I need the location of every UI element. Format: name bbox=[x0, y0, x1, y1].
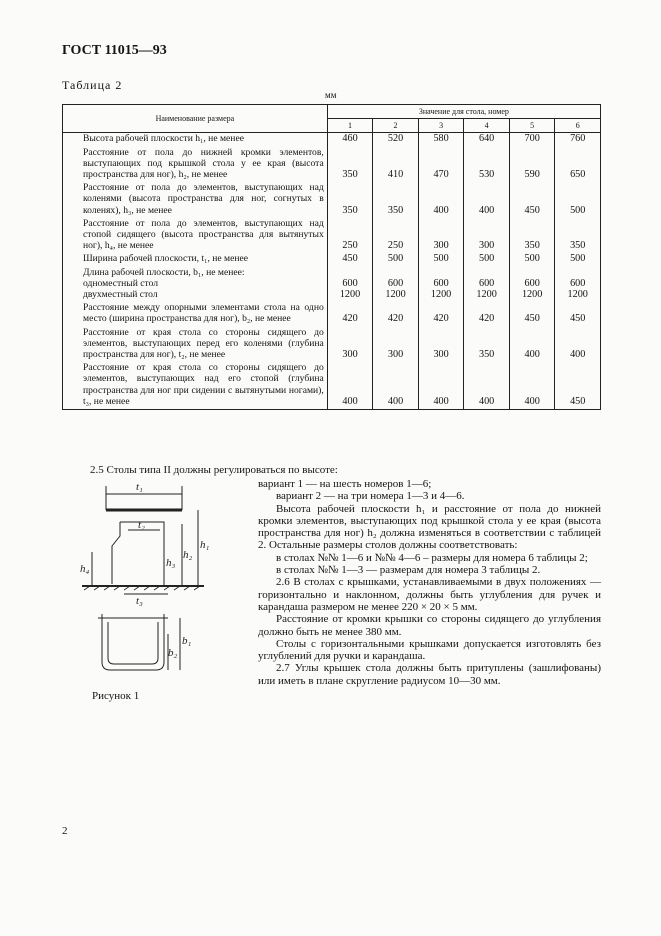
row-value bbox=[464, 133, 510, 147]
cell-value: 410 bbox=[387, 169, 404, 181]
row-value bbox=[418, 182, 464, 218]
cell-value: 530 bbox=[478, 169, 495, 181]
cell-value: 400 bbox=[478, 395, 495, 407]
cell-value: 250 bbox=[342, 240, 358, 252]
row-value bbox=[418, 362, 464, 409]
row-value bbox=[373, 133, 419, 147]
para-heights: Высота рабочей плоскости h₁ и расстояние от пола до нижней кромки элементов, выступающих под крышкой стола у ее края (высота пространства для ног) h₂ должна изменяться в соответствии с таблицей 2. Остальные размеры столов должны соответствовать: bbox=[258, 502, 601, 552]
row-value bbox=[418, 133, 464, 147]
row-value bbox=[327, 267, 373, 303]
row-name: Высота рабочей плоскости h₁, не менее bbox=[63, 133, 328, 147]
col-number-6: 6 bbox=[555, 119, 601, 133]
label-b1: b₁ bbox=[182, 635, 192, 647]
table-row bbox=[63, 327, 601, 363]
cell-value: 1200 bbox=[430, 289, 452, 301]
cell-value: 1200 bbox=[339, 289, 361, 301]
table-caption: Таблица 2 bbox=[62, 78, 123, 92]
figure-caption: Рисунок 1 bbox=[92, 690, 140, 702]
cell-value: 700 bbox=[524, 133, 540, 145]
col-number-2: 2 bbox=[373, 119, 419, 133]
row-value bbox=[555, 133, 601, 147]
cell-value: 640 bbox=[478, 133, 495, 145]
row-value bbox=[509, 133, 555, 147]
cell-value: 350 bbox=[387, 204, 404, 216]
cell-value: 400 bbox=[478, 204, 495, 216]
cell-value: 300 bbox=[433, 349, 449, 361]
figure-1-drawing bbox=[72, 474, 232, 674]
cell-value: 350 bbox=[570, 240, 586, 252]
para-2-7: 2.7 Углы крышек стола должны быть притуплены (зашлифованы) или иметь в плане скругление радиусом 10—30 мм. bbox=[258, 662, 601, 687]
row-value bbox=[555, 362, 601, 409]
row-value bbox=[418, 218, 464, 254]
row-value bbox=[509, 253, 555, 266]
row-value bbox=[509, 147, 555, 183]
cell-value: 450 bbox=[524, 313, 540, 325]
table-row bbox=[63, 302, 601, 326]
row-name: Расстояние между опорными элементами стола на одно место (ширина пространства для ног), b₂, не менее bbox=[63, 302, 328, 326]
cell-value: 760 bbox=[570, 133, 586, 145]
col-number-4: 4 bbox=[464, 119, 510, 133]
cell-value: 400 bbox=[433, 204, 449, 216]
col-number-5: 5 bbox=[509, 119, 555, 133]
row-name: Расстояние от края стола со стороны сидящего до элементов, выступающих перед его коленями (глубина пространства для ног), t₂, не менее bbox=[63, 327, 328, 363]
row-value bbox=[509, 302, 555, 326]
cell-value: 1200 bbox=[567, 289, 588, 301]
cell-value: 500 bbox=[387, 253, 404, 265]
cell-value: 400 bbox=[570, 349, 586, 361]
document-header: ГОСТ 11015—93 bbox=[62, 43, 167, 58]
row-value bbox=[373, 147, 419, 183]
row-value bbox=[555, 253, 601, 266]
page-number: 2 bbox=[62, 825, 68, 837]
row-name: Расстояние от пола до элементов, выступающих над коленями (высота пространства для ног, согнутых в коленях), h₃, не менее bbox=[63, 182, 328, 218]
row-value bbox=[418, 302, 464, 326]
cell-value: 300 bbox=[433, 240, 449, 252]
cell-value: 350 bbox=[342, 169, 358, 181]
cell-value: 590 bbox=[524, 169, 540, 181]
col-name-header: Наименование размера bbox=[63, 105, 328, 133]
row-value bbox=[464, 267, 510, 303]
row-value bbox=[418, 327, 464, 363]
cell-value: 1200 bbox=[521, 289, 543, 301]
cell-value: 420 bbox=[433, 313, 449, 325]
col-value-header: Значение для стола, номер bbox=[327, 105, 600, 119]
row-value bbox=[373, 182, 419, 218]
row-value bbox=[555, 182, 601, 218]
row-value bbox=[555, 147, 601, 183]
row-name: Длина рабочей плоскости, b₁, не менее: одноместный стол двухместный стол bbox=[63, 267, 328, 303]
row-value bbox=[509, 267, 555, 303]
row-value bbox=[555, 267, 601, 303]
row-name: Ширина рабочей плоскости, t₁, не менее bbox=[63, 253, 328, 266]
table-row bbox=[63, 182, 601, 218]
cell-value: 450 bbox=[570, 395, 586, 407]
cell-value: 400 bbox=[342, 395, 358, 407]
cell-value: 400 bbox=[524, 349, 540, 361]
cell-value: 420 bbox=[387, 313, 404, 325]
cell-value: 400 bbox=[433, 395, 449, 407]
row-value bbox=[464, 362, 510, 409]
cell-value: 470 bbox=[433, 169, 449, 181]
table-row bbox=[63, 253, 601, 266]
cell-value: 500 bbox=[570, 204, 586, 216]
cell-value: 650 bbox=[570, 169, 586, 181]
row-value bbox=[327, 218, 373, 254]
label-h1: h₁ bbox=[200, 539, 210, 551]
para-2-6: 2.6 В столах с крышками, устанавливаемыми в двух положениях — горизонтально и наклонном, должны быть углубления для ручек и карандаша размером не менее 220 × 20 × 5 мм. bbox=[258, 576, 601, 613]
row-value bbox=[327, 302, 373, 326]
cell-value: 500 bbox=[570, 253, 586, 265]
row-value bbox=[373, 302, 419, 326]
cell-value: 1200 bbox=[385, 289, 406, 301]
label-h2: h₂ bbox=[183, 549, 193, 561]
label-b2: b₂ bbox=[168, 647, 178, 659]
row-value bbox=[464, 302, 510, 326]
para-distance: Расстояние от кромки крышки со стороны сидящего до углубления должно быть не менее 380 мм. bbox=[258, 613, 601, 638]
cell-value: 500 bbox=[478, 253, 495, 265]
row-value bbox=[509, 182, 555, 218]
table-row bbox=[63, 362, 601, 409]
label-h4: h₄ bbox=[80, 563, 90, 575]
row-value bbox=[464, 147, 510, 183]
cell-value: 580 bbox=[433, 133, 449, 145]
row-name: Расстояние от пола до элементов, выступающих над стопой сидящего (высота пространства для вытянутых ног), h₄, не менее bbox=[63, 218, 328, 254]
row-value bbox=[418, 253, 464, 266]
cell-value: 420 bbox=[478, 313, 495, 325]
col-number-3: 3 bbox=[418, 119, 464, 133]
label-t2: t₂ bbox=[138, 519, 145, 531]
row-value bbox=[509, 218, 555, 254]
row-value bbox=[327, 253, 373, 266]
text-column bbox=[258, 478, 601, 687]
dimension-table bbox=[62, 104, 601, 410]
row-value bbox=[509, 362, 555, 409]
label-t3: t₃ bbox=[136, 595, 143, 607]
row-value bbox=[327, 133, 373, 147]
row-value bbox=[327, 147, 373, 183]
cell-value: 600 bbox=[478, 277, 495, 289]
row-value bbox=[373, 327, 419, 363]
cell-value: 400 bbox=[524, 395, 540, 407]
cell-value: 600 bbox=[433, 277, 449, 289]
para-2-5: 2.5 Столы типа II должны регулироваться по высоте: bbox=[90, 464, 338, 476]
cell-value: 450 bbox=[570, 313, 586, 325]
cell-value: 500 bbox=[524, 253, 540, 265]
para-tables-1-6: в столах №№ 1—6 и №№ 4—6 – размеры для номера 6 таблицы 2; bbox=[276, 551, 588, 564]
row-value bbox=[327, 182, 373, 218]
cell-value: 420 bbox=[342, 313, 358, 325]
cell-value: 520 bbox=[387, 133, 404, 145]
table-row bbox=[63, 218, 601, 254]
row-value bbox=[464, 218, 510, 254]
cell-value: 300 bbox=[342, 349, 358, 361]
row-value bbox=[555, 218, 601, 254]
para-horizontal: Столы с горизонтальными крышками допускается изготовлять без углублений для ручки и карандаша. bbox=[258, 637, 601, 663]
cell-value: 450 bbox=[524, 204, 540, 216]
row-value bbox=[464, 182, 510, 218]
table-row bbox=[63, 133, 601, 147]
cell-value: 450 bbox=[342, 253, 358, 265]
label-h3: h₃ bbox=[166, 557, 176, 569]
cell-value: 350 bbox=[342, 204, 358, 216]
row-name: Расстояние от края стола со стороны сидящего до элементов, выступающих над его стопой (глубина пространства для ног при сидении с вытянутыми ногами), t₃, не менее bbox=[63, 362, 328, 409]
cell-value: 600 bbox=[387, 277, 404, 289]
para-variant-2: вариант 2 — на три номера 1—3 и 4—6. bbox=[276, 490, 465, 503]
row-value bbox=[373, 267, 419, 303]
table-unit: мм bbox=[325, 90, 337, 100]
cell-value: 300 bbox=[387, 349, 404, 361]
para-tables-1-3: в столах №№ 1—3 — размерам для номера 3 таблицы 2. bbox=[276, 564, 541, 577]
row-value bbox=[418, 267, 464, 303]
row-value bbox=[327, 327, 373, 363]
col-number-1: 1 bbox=[327, 119, 373, 133]
row-value bbox=[373, 253, 419, 266]
cell-value: 250 bbox=[387, 240, 404, 252]
cell-value: 300 bbox=[478, 240, 495, 252]
row-name: Расстояние от пола до нижней кромки элементов, выступающих под крышкой стола у ее края (высота пространства для ног), h₂, не менее bbox=[63, 147, 328, 183]
cell-value: 460 bbox=[342, 133, 358, 145]
para-variant-1: вариант 1 — на шесть номеров 1—6; bbox=[258, 478, 432, 490]
row-value bbox=[418, 147, 464, 183]
cell-value: 350 bbox=[478, 349, 495, 361]
cell-value: 600 bbox=[570, 277, 586, 289]
cell-value: 1200 bbox=[476, 289, 497, 301]
cell-value: 600 bbox=[342, 277, 358, 289]
cell-value: 350 bbox=[524, 240, 540, 252]
row-value bbox=[464, 253, 510, 266]
cell-value: 400 bbox=[387, 395, 404, 407]
cell-value: 600 bbox=[524, 277, 540, 289]
table-row bbox=[63, 147, 601, 183]
row-value bbox=[555, 302, 601, 326]
row-value bbox=[509, 327, 555, 363]
cell-value: 500 bbox=[433, 253, 449, 265]
row-value bbox=[464, 327, 510, 363]
row-value bbox=[373, 218, 419, 254]
row-value bbox=[555, 327, 601, 363]
label-t1: t₁ bbox=[136, 481, 143, 493]
table-row bbox=[63, 267, 601, 303]
row-value bbox=[327, 362, 373, 409]
row-value bbox=[373, 362, 419, 409]
